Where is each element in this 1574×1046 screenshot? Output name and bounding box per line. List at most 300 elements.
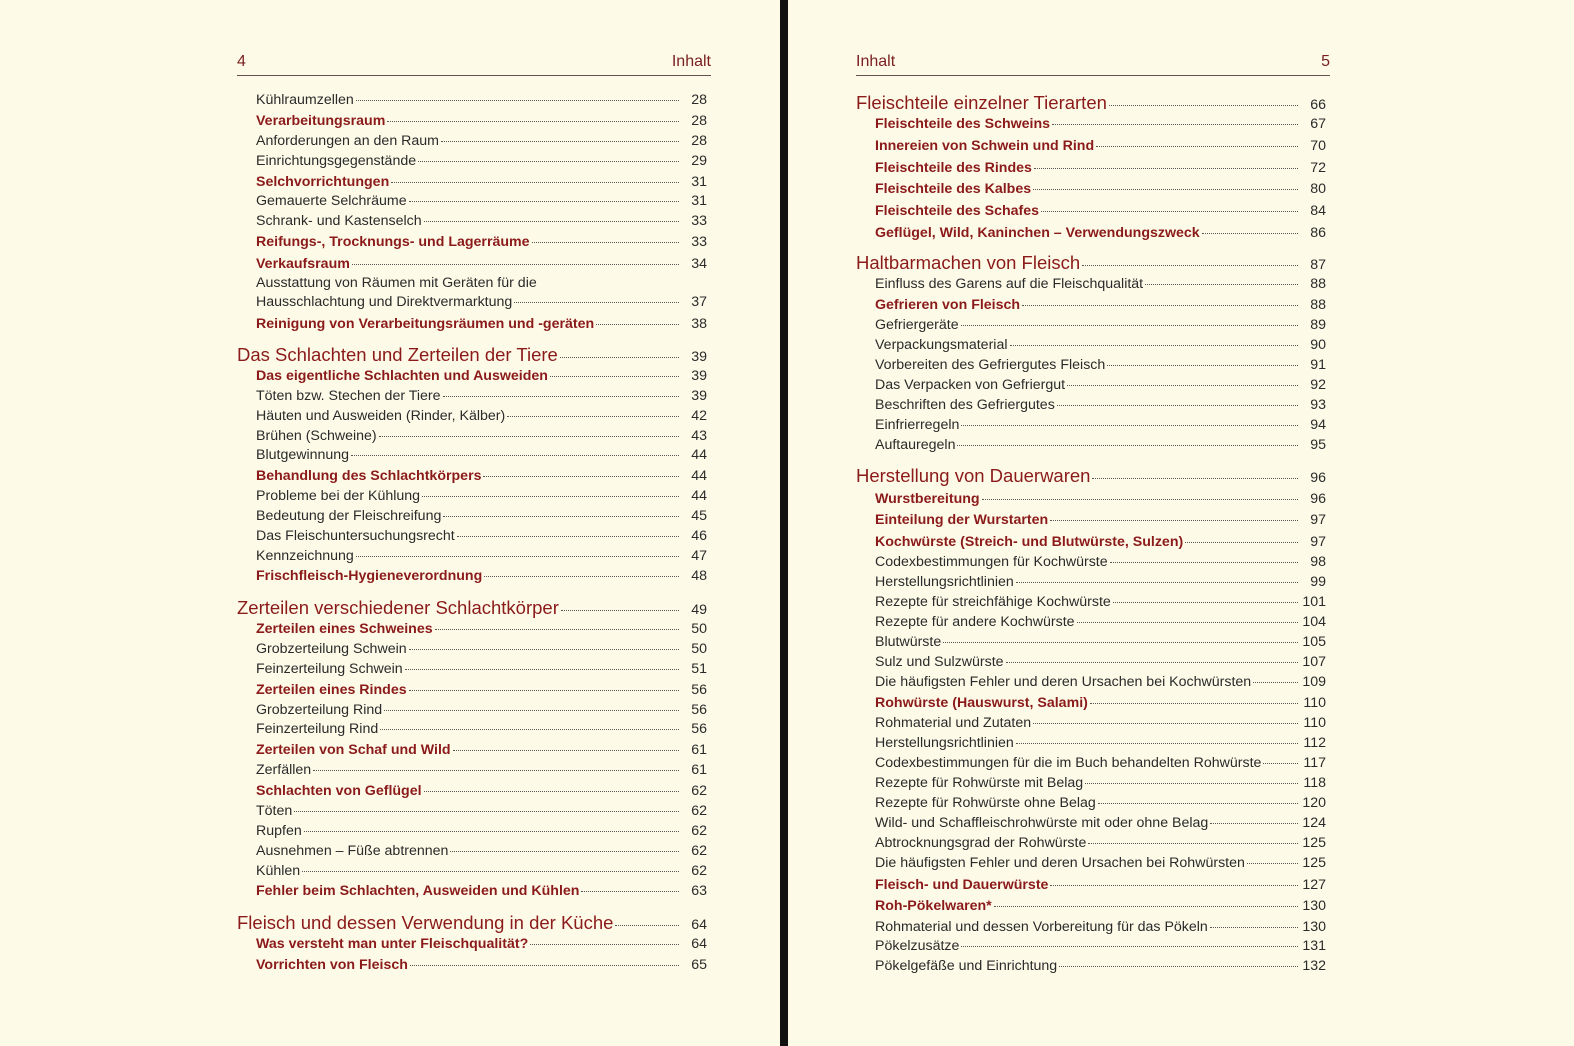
toc-entry-page-number: 43 xyxy=(691,428,707,444)
toc-entry-page-number: 88 xyxy=(1310,276,1326,292)
right-toc-entry-13[interactable] xyxy=(875,356,1330,375)
left-toc-entry-31[interactable] xyxy=(256,741,711,760)
toc-entry-page-number: 80 xyxy=(1310,181,1326,197)
toc-entry-page-number: 84 xyxy=(1310,203,1326,219)
right-toc-entry-24[interactable] xyxy=(875,593,1330,612)
toc-entry-page-number: 96 xyxy=(1310,491,1326,507)
toc-entry-page-number: 112 xyxy=(1303,735,1326,751)
left-toc-entry-37[interactable] xyxy=(256,862,711,881)
toc-entry-page-number: 65 xyxy=(691,957,707,973)
dot-leader xyxy=(1090,703,1298,704)
toc-entry-title: Sulz und Sulzwürste xyxy=(875,654,1004,670)
toc-entry-page-number: 125 xyxy=(1302,855,1326,871)
left-toc-entry-11[interactable] xyxy=(256,315,711,334)
left-toc-entry-5[interactable] xyxy=(256,173,711,192)
left-toc-entry-32[interactable] xyxy=(256,761,711,780)
toc-entry-title: Fleischteile des Kalbes xyxy=(875,181,1032,197)
toc-entry-title: Verkaufsraum xyxy=(256,256,350,272)
dot-leader xyxy=(1067,385,1298,386)
dot-leader xyxy=(1185,542,1298,543)
toc-entry-title: Verarbeitungsraum xyxy=(256,113,386,129)
dot-leader xyxy=(422,496,679,497)
toc-entry-page-number: 56 xyxy=(691,721,707,737)
toc-entry-page-number: 95 xyxy=(1310,437,1326,453)
dot-leader xyxy=(1210,823,1298,824)
dot-leader xyxy=(313,770,679,771)
right-toc-entry-31[interactable] xyxy=(875,734,1330,753)
toc-entry-page-number: 64 xyxy=(691,936,707,952)
toc-entry-title: Codexbestimmungen für die im Buch behandelten Rohwürste xyxy=(875,755,1262,771)
toc-entry-title: Herstellungsrichtlinien xyxy=(875,574,1014,590)
toc-entry-page-number: 117 xyxy=(1303,755,1326,771)
dot-leader xyxy=(1210,927,1298,928)
toc-entry-title: Gemauerte Selchräume xyxy=(256,193,407,209)
dot-leader xyxy=(418,161,679,162)
toc-entry-page-number: 94 xyxy=(1310,417,1326,433)
dot-leader xyxy=(441,141,679,142)
toc-entry-title: Rohmaterial und dessen Vorbereitung für das Pökeln xyxy=(875,919,1208,935)
dot-leader xyxy=(961,946,1298,947)
dot-leader xyxy=(424,221,679,222)
right-toc-entry-42[interactable] xyxy=(875,957,1330,976)
dot-leader xyxy=(1059,966,1298,967)
dot-leader xyxy=(1016,582,1298,583)
dot-leader xyxy=(581,891,679,892)
dot-leader xyxy=(1109,105,1298,106)
dot-leader xyxy=(409,690,679,691)
right-toc-entry-16[interactable] xyxy=(875,416,1330,435)
left-toc-entry-39[interactable] xyxy=(237,912,711,936)
dot-leader xyxy=(596,324,679,325)
dot-leader xyxy=(1113,602,1298,603)
toc-entry-page-number: 62 xyxy=(691,843,707,859)
toc-entry-page-number: 29 xyxy=(691,153,707,169)
right-toc-entry-27[interactable] xyxy=(875,653,1330,672)
toc-entry-title-line1: Ausstattung von Räumen mit Geräten für die xyxy=(256,275,537,291)
left-toc-entry-40[interactable] xyxy=(256,935,711,954)
toc-entry-title: Kühlen xyxy=(256,863,301,879)
toc-entry-title: Fehler beim Schlachten, Ausweiden und Kühlen xyxy=(256,883,580,899)
toc-entry-title: Blutgewinnung xyxy=(256,447,350,463)
left-page-number: 4 xyxy=(237,53,246,70)
dot-leader xyxy=(1247,863,1298,864)
dot-leader xyxy=(514,302,679,303)
toc-entry-title: Rezepte für andere Kochwürste xyxy=(875,614,1075,630)
dot-leader xyxy=(561,610,679,611)
toc-entry-title: Die häufigsten Fehler und deren Ursachen bei Kochwürsten xyxy=(875,674,1252,690)
dot-leader xyxy=(1057,405,1298,406)
left-toc-entry-9[interactable] xyxy=(256,255,711,274)
left-toc-entry-1[interactable] xyxy=(256,91,711,110)
right-page-header xyxy=(856,53,1330,76)
toc-entry-title: Fleischteile einzelner Tierarten xyxy=(856,92,1107,113)
toc-entry-page-number: 62 xyxy=(691,803,707,819)
toc-entry-page-number: 44 xyxy=(691,488,707,504)
toc-entry-page-number: 62 xyxy=(691,783,707,799)
left-toc-entry-10[interactable] xyxy=(256,275,711,312)
toc-entry-title: Rezepte für Rohwürste mit Belag xyxy=(875,775,1084,791)
dot-leader xyxy=(532,242,679,243)
dot-leader xyxy=(1077,622,1298,623)
left-toc-entry-17[interactable] xyxy=(256,446,711,465)
toc-entry-page-number: 130 xyxy=(1302,898,1326,914)
right-toc-entry-26[interactable] xyxy=(875,633,1330,652)
toc-entry-title: Töten xyxy=(256,803,293,819)
toc-entry-title: Beschriften des Gefriergutes xyxy=(875,397,1055,413)
left-toc-entry-16[interactable] xyxy=(256,427,711,446)
toc-entry-title: Einfrierregeln xyxy=(875,417,960,433)
toc-entry-page-number: 34 xyxy=(691,256,707,272)
toc-entry-page-number: 87 xyxy=(1310,257,1326,273)
dot-leader xyxy=(380,729,679,730)
right-toc-entry-18[interactable] xyxy=(856,465,1330,489)
right-toc-entry-9[interactable] xyxy=(875,275,1330,294)
toc-entry-page-number: 131 xyxy=(1302,938,1326,954)
right-toc-entry-38[interactable] xyxy=(875,876,1330,895)
dot-leader xyxy=(356,100,679,101)
dot-leader xyxy=(560,357,679,358)
toc-entry-title: Rupfen xyxy=(256,823,302,839)
dot-leader xyxy=(483,476,679,477)
right-toc-entry-36[interactable] xyxy=(875,834,1330,853)
dot-leader xyxy=(943,642,1298,643)
dot-leader xyxy=(356,556,679,557)
right-toc-entry-30[interactable] xyxy=(875,714,1330,733)
toc-entry-title: Kühlraumzellen xyxy=(256,92,354,108)
right-toc-entry-12[interactable] xyxy=(875,336,1330,355)
right-toc-entry-7[interactable] xyxy=(875,224,1330,243)
right-toc-entry-28[interactable] xyxy=(875,673,1330,692)
toc-entry-page-number: 44 xyxy=(691,447,707,463)
dot-leader xyxy=(391,182,679,183)
toc-entry-title: Rezepte für Rohwürste ohne Belag xyxy=(875,795,1096,811)
dot-leader xyxy=(957,445,1298,446)
toc-entry-title: Auftauregeln xyxy=(875,437,956,453)
left-toc-entry-22[interactable] xyxy=(256,547,711,566)
left-toc-entry-15[interactable] xyxy=(256,407,711,426)
right-toc-entry-40[interactable] xyxy=(875,918,1330,937)
toc-entry-page-number: 107 xyxy=(1302,654,1326,670)
right-toc-entry-8[interactable] xyxy=(856,252,1330,276)
right-toc-entry-35[interactable] xyxy=(875,814,1330,833)
right-toc-entry-25[interactable] xyxy=(875,613,1330,632)
right-toc-entry-1[interactable] xyxy=(856,92,1330,116)
dot-leader xyxy=(453,750,679,751)
toc-entry-title: Rohwürste (Hauswurst, Salami) xyxy=(875,695,1088,711)
toc-entry-title: Bedeutung der Fleischreifung xyxy=(256,508,442,524)
toc-entry-title: Rohmaterial und Zutaten xyxy=(875,715,1032,731)
toc-entry-title: Grobzerteilung Schwein xyxy=(256,641,407,657)
toc-entry-title: Roh-Pökelwaren* xyxy=(875,898,992,914)
left-toc-entry-18[interactable] xyxy=(256,467,711,486)
toc-entry-page-number: 120 xyxy=(1302,795,1326,811)
dot-leader xyxy=(443,516,679,517)
toc-entry-page-number: 105 xyxy=(1302,634,1326,650)
toc-entry-page-number: 110 xyxy=(1303,695,1326,711)
toc-entry-title: Zerteilen von Schaf und Wild xyxy=(256,742,451,758)
left-toc-entry-14[interactable] xyxy=(256,387,711,406)
toc-entry-title: Blutwürste xyxy=(875,634,942,650)
dot-leader xyxy=(961,325,1298,326)
dot-leader xyxy=(1050,520,1298,521)
toc-entry-title: Gefriergeräte xyxy=(875,317,959,333)
toc-entry-page-number: 92 xyxy=(1310,377,1326,393)
book-gutter xyxy=(780,0,788,1046)
dot-leader xyxy=(550,376,679,377)
toc-entry-page-number: 130 xyxy=(1302,919,1326,935)
right-header-title: Inhalt xyxy=(856,53,896,70)
toc-entry-page-number: 50 xyxy=(691,641,707,657)
right-toc-entry-11[interactable] xyxy=(875,316,1330,335)
dot-leader xyxy=(1033,189,1298,190)
toc-entry-page-number: 110 xyxy=(1303,715,1326,731)
toc-entry-page-number: 118 xyxy=(1303,775,1326,791)
toc-entry-title: Innereien von Schwein und Rind xyxy=(875,138,1095,154)
toc-entry-title: Kennzeichnung xyxy=(256,548,354,564)
toc-entry-page-number: 28 xyxy=(691,92,707,108)
toc-entry-page-number: 56 xyxy=(691,702,707,718)
left-toc-entry-30[interactable] xyxy=(256,720,711,739)
dot-leader xyxy=(443,396,679,397)
right-toc-entry-17[interactable] xyxy=(875,436,1330,455)
toc-entry-title: Fleischteile des Schweins xyxy=(875,116,1051,132)
toc-entry-page-number: 28 xyxy=(691,133,707,149)
toc-entry-title: Fleisch- und Dauerwürste xyxy=(875,877,1049,893)
left-header-title: Inhalt xyxy=(671,53,711,70)
toc-entry-page-number: 67 xyxy=(1310,116,1326,132)
left-toc-entry-33[interactable] xyxy=(256,782,711,801)
dot-leader xyxy=(1098,803,1298,804)
left-toc-entry-24[interactable] xyxy=(237,597,711,621)
toc-entry-page-number: 39 xyxy=(691,388,707,404)
toc-entry-page-number: 48 xyxy=(691,568,707,584)
dot-leader xyxy=(294,811,679,812)
toc-entry-page-number: 47 xyxy=(691,548,707,564)
right-toc-entry-22[interactable] xyxy=(875,553,1330,572)
toc-entry-page-number: 93 xyxy=(1310,397,1326,413)
left-toc-entry-7[interactable] xyxy=(256,212,711,231)
toc-entry-page-number: 38 xyxy=(691,316,707,332)
right-toc-entry-21[interactable] xyxy=(875,533,1330,552)
left-toc-entry-41[interactable] xyxy=(256,956,711,975)
toc-entry-title: Zerteilen eines Schweines xyxy=(256,621,433,637)
toc-entry-title: Gefrieren von Fleisch xyxy=(875,297,1021,313)
right-toc-entry-20[interactable] xyxy=(875,511,1330,530)
dot-leader xyxy=(982,499,1298,500)
right-toc-entry-4[interactable] xyxy=(875,159,1330,178)
toc-entry-page-number: 61 xyxy=(691,762,707,778)
dot-leader xyxy=(384,710,679,711)
toc-entry-title: Ausnehmen – Füße abtrennen xyxy=(256,843,449,859)
dot-leader xyxy=(405,669,679,670)
left-toc-entry-36[interactable] xyxy=(256,842,711,861)
toc-entry-page-number: 31 xyxy=(691,174,707,190)
right-toc-entry-3[interactable] xyxy=(875,137,1330,156)
toc-entry-page-number: 56 xyxy=(691,682,707,698)
toc-entry-title: Codexbestimmungen für Kochwürste xyxy=(875,554,1108,570)
dot-leader xyxy=(1110,562,1298,563)
dot-leader xyxy=(1096,146,1298,147)
toc-entry-page-number: 88 xyxy=(1310,297,1326,313)
left-toc-entry-6[interactable] xyxy=(256,192,711,211)
toc-entry-title: Das Schlachten und Zerteilen der Tiere xyxy=(237,344,558,365)
toc-entry-page-number: 72 xyxy=(1310,160,1326,176)
toc-entry-title: Schlachten von Geflügel xyxy=(256,783,422,799)
right-toc-entry-10[interactable] xyxy=(875,296,1330,315)
toc-entry-page-number: 99 xyxy=(1310,574,1326,590)
toc-entry-title: Hausschlachtung und Direktvermarktung xyxy=(256,294,513,310)
left-toc-entry-35[interactable] xyxy=(256,822,711,841)
dot-leader xyxy=(450,851,679,852)
toc-entry-title: Feinzerteilung Schwein xyxy=(256,661,403,677)
right-toc-entry-2[interactable] xyxy=(875,115,1330,134)
dot-leader xyxy=(352,264,679,265)
dot-leader xyxy=(1202,233,1298,234)
toc-entry-title: Was versteht man unter Fleischqualität? xyxy=(256,936,529,952)
left-toc-entry-4[interactable] xyxy=(256,152,711,171)
toc-entry-title: Selchvorrichtungen xyxy=(256,174,390,190)
dot-leader xyxy=(1050,885,1298,886)
left-toc-entry-28[interactable] xyxy=(256,681,711,700)
toc-entry-title: Geflügel, Wild, Kaninchen – Verwendungszweck xyxy=(875,225,1200,241)
toc-entry-title: Reifungs-, Trocknungs- und Lagerräume xyxy=(256,234,530,250)
toc-entry-title: Grobzerteilung Rind xyxy=(256,702,383,718)
dot-leader xyxy=(507,416,679,417)
dot-leader xyxy=(1145,284,1298,285)
toc-entry-page-number: 33 xyxy=(691,213,707,229)
dot-leader xyxy=(1085,783,1298,784)
dot-leader xyxy=(304,831,679,832)
toc-entry-page-number: 90 xyxy=(1310,337,1326,353)
toc-entry-page-number: 39 xyxy=(691,349,707,365)
toc-entry-page-number: 70 xyxy=(1310,138,1326,154)
dot-leader xyxy=(435,629,679,630)
dot-leader xyxy=(1253,682,1298,683)
toc-entry-title: Pökelzusätze xyxy=(875,938,960,954)
right-page-number: 5 xyxy=(1321,53,1330,70)
toc-entry-page-number: 125 xyxy=(1302,835,1326,851)
dot-leader xyxy=(615,925,679,926)
left-toc-entry-19[interactable] xyxy=(256,487,711,506)
right-page xyxy=(788,0,1574,1046)
toc-entry-title: Behandlung des Schlachtkörpers xyxy=(256,468,482,484)
toc-entry-page-number: 62 xyxy=(691,823,707,839)
toc-entry-page-number: 64 xyxy=(691,917,707,933)
dot-leader xyxy=(424,791,679,792)
dot-leader xyxy=(961,425,1298,426)
toc-entry-page-number: 28 xyxy=(691,113,707,129)
toc-entry-title: Töten bzw. Stechen der Tiere xyxy=(256,388,441,404)
right-toc-entry-41[interactable] xyxy=(875,937,1330,956)
right-toc-entry-14[interactable] xyxy=(875,376,1330,395)
right-toc-entry-29[interactable] xyxy=(875,694,1330,713)
right-toc-entry-6[interactable] xyxy=(875,202,1330,221)
right-toc-entry-39[interactable] xyxy=(875,897,1330,916)
left-page xyxy=(0,0,782,1046)
toc-entry-title: Herstellungsrichtlinien xyxy=(875,735,1014,751)
toc-entry-title: Verpackungsmaterial xyxy=(875,337,1008,353)
left-toc-entry-29[interactable] xyxy=(256,701,711,720)
left-toc-entry-25[interactable] xyxy=(256,620,711,639)
right-toc-entry-19[interactable] xyxy=(875,490,1330,509)
toc-entry-page-number: 42 xyxy=(691,408,707,424)
dot-leader xyxy=(387,121,679,122)
toc-entry-title: Abtrocknungsgrad der Rohwürste xyxy=(875,835,1087,851)
right-toc-entry-15[interactable] xyxy=(875,396,1330,415)
toc-entry-page-number: 96 xyxy=(1310,470,1326,486)
dot-leader xyxy=(410,965,679,966)
left-toc-entry-21[interactable] xyxy=(256,527,711,546)
toc-entry-page-number: 124 xyxy=(1302,815,1326,831)
toc-entry-page-number: 31 xyxy=(691,193,707,209)
dot-leader xyxy=(409,201,679,202)
dot-leader xyxy=(302,871,679,872)
dot-leader xyxy=(1092,478,1298,479)
toc-entry-page-number: 49 xyxy=(691,602,707,618)
toc-entry-page-number: 50 xyxy=(691,621,707,637)
toc-entry-page-number: 104 xyxy=(1302,614,1326,630)
left-toc-entry-3[interactable] xyxy=(256,132,711,151)
toc-entry-page-number: 89 xyxy=(1310,317,1326,333)
toc-entry-title: Das eigentliche Schlachten und Ausweiden xyxy=(256,368,548,384)
left-toc-entry-2[interactable] xyxy=(256,112,711,131)
toc-entry-page-number: 97 xyxy=(1310,512,1326,528)
right-toc-entry-23[interactable] xyxy=(875,573,1330,592)
toc-entry-page-number: 51 xyxy=(691,661,707,677)
right-toc-entry-34[interactable] xyxy=(875,794,1330,813)
toc-entry-title: Wild- und Schaffleischrohwürste mit oder ohne Belag xyxy=(875,815,1209,831)
toc-entry-title: Zerteilen verschiedener Schlachtkörper xyxy=(237,597,559,618)
dot-leader xyxy=(351,455,679,456)
dot-leader xyxy=(409,649,679,650)
toc-entry-title: Fleischteile des Rindes xyxy=(875,160,1032,176)
toc-entry-page-number: 132 xyxy=(1302,958,1326,974)
dot-leader xyxy=(1033,723,1298,724)
left-toc-entry-8[interactable] xyxy=(256,233,711,252)
toc-entry-page-number: 98 xyxy=(1310,554,1326,570)
left-toc-entry-27[interactable] xyxy=(256,660,711,679)
left-toc-entry-34[interactable] xyxy=(256,802,711,821)
right-toc-entry-33[interactable] xyxy=(875,774,1330,793)
toc-entry-title: Reinigung von Verarbeitungsräumen und -geräten xyxy=(256,316,595,332)
toc-entry-page-number: 97 xyxy=(1310,534,1326,550)
toc-entry-page-number: 63 xyxy=(691,883,707,899)
left-toc-entry-26[interactable] xyxy=(256,640,711,659)
toc-entry-title: Die häufigsten Fehler und deren Ursachen bei Rohwürsten xyxy=(875,855,1245,871)
right-toc-entry-5[interactable] xyxy=(875,180,1330,199)
left-toc-entry-23[interactable] xyxy=(256,567,711,586)
toc-entry-page-number: 39 xyxy=(691,368,707,384)
left-toc-entry-38[interactable] xyxy=(256,882,711,901)
toc-entry-page-number: 61 xyxy=(691,742,707,758)
toc-entry-page-number: 101 xyxy=(1302,594,1326,610)
dot-leader xyxy=(457,536,679,537)
toc-entry-title: Brühen (Schweine) xyxy=(256,428,377,444)
left-toc-entry-13[interactable] xyxy=(256,367,711,386)
dot-leader xyxy=(1107,365,1298,366)
right-toc-entry-37[interactable] xyxy=(875,854,1330,873)
right-toc-entry-32[interactable] xyxy=(875,754,1330,773)
toc-entry-page-number: 45 xyxy=(691,508,707,524)
dot-leader xyxy=(379,436,679,437)
left-toc-entry-12[interactable] xyxy=(237,344,711,368)
toc-entry-title: Probleme bei der Kühlung xyxy=(256,488,421,504)
toc-entry-title: Kochwürste (Streich- und Blutwürste, Sulzen) xyxy=(875,534,1184,550)
toc-entry-title: Einrichtungsgegenstände xyxy=(256,153,417,169)
toc-entry-title: Fleisch und dessen Verwendung in der Küche xyxy=(237,912,614,933)
toc-entry-title: Das Fleischuntersuchungsrecht xyxy=(256,528,455,544)
left-toc-entry-20[interactable] xyxy=(256,507,711,526)
